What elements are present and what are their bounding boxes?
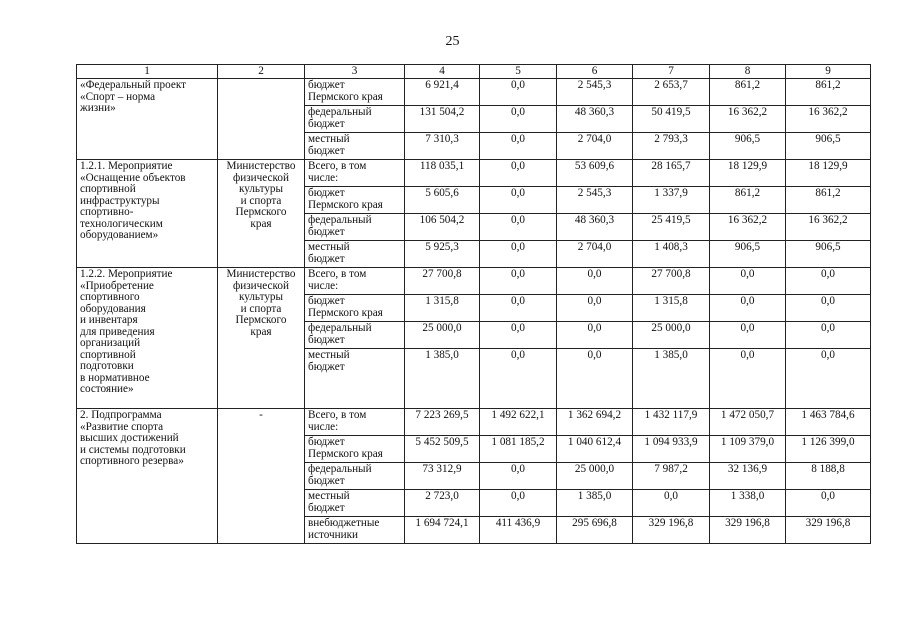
column-header: 1 xyxy=(77,65,218,79)
table-row xyxy=(77,79,871,106)
amount-cell: 1 492 622,1 xyxy=(480,409,557,436)
funding-source: федеральный бюджет xyxy=(305,106,405,133)
amount-cell: 0,0 xyxy=(786,490,871,517)
amount-cell: 0,0 xyxy=(480,295,557,322)
amount-cell: 6 921,4 xyxy=(405,79,480,106)
amount-cell: 0,0 xyxy=(480,214,557,241)
amount-cell: 0,0 xyxy=(786,268,871,295)
responsible-executor: - xyxy=(218,409,305,544)
amount-cell: 0,0 xyxy=(786,349,871,409)
funding-source: местный бюджет xyxy=(305,490,405,517)
amount-cell: 25 000,0 xyxy=(633,322,710,349)
page-number: 25 xyxy=(445,34,460,49)
amount-cell: 5 925,3 xyxy=(405,241,480,268)
amount-cell: 32 136,9 xyxy=(710,463,786,490)
funding-source: местный бюджет xyxy=(305,241,405,268)
amount-cell: 2 723,0 xyxy=(405,490,480,517)
amount-cell: 5 605,6 xyxy=(405,187,480,214)
amount-cell: 861,2 xyxy=(786,79,871,106)
amount-cell: 7 987,2 xyxy=(633,463,710,490)
column-header: 9 xyxy=(786,65,871,79)
amount-cell: 0,0 xyxy=(480,133,557,160)
amount-cell: 1 081 185,2 xyxy=(480,436,557,463)
program-name: 1.2.2. Мероприятие «Приобретение спортивного оборудования и инвентаря для приведения организаций спортивной подготовки в нормативное состояние» xyxy=(77,268,218,409)
funding-source: бюджет Пермского края xyxy=(305,436,405,463)
amount-cell: 7 310,3 xyxy=(405,133,480,160)
amount-cell: 2 653,7 xyxy=(633,79,710,106)
header-row xyxy=(77,65,871,79)
table-row xyxy=(77,409,871,436)
column-header: 7 xyxy=(633,65,710,79)
amount-cell: 25 000,0 xyxy=(405,322,480,349)
amount-cell: 0,0 xyxy=(557,268,633,295)
amount-cell: 295 696,8 xyxy=(557,517,633,544)
amount-cell: 48 360,3 xyxy=(557,106,633,133)
amount-cell: 2 545,3 xyxy=(557,187,633,214)
amount-cell: 27 700,8 xyxy=(405,268,480,295)
amount-cell: 1 126 399,0 xyxy=(786,436,871,463)
amount-cell: 2 704,0 xyxy=(557,133,633,160)
column-header: 8 xyxy=(710,65,786,79)
amount-cell: 411 436,9 xyxy=(480,517,557,544)
amount-cell: 118 035,1 xyxy=(405,160,480,187)
funding-source: Всего, в том числе: xyxy=(305,268,405,295)
amount-cell: 0,0 xyxy=(480,268,557,295)
amount-cell: 16 362,2 xyxy=(786,106,871,133)
amount-cell: 2 545,3 xyxy=(557,79,633,106)
funding-source: бюджет Пермского края xyxy=(305,79,405,106)
amount-cell: 5 452 509,5 xyxy=(405,436,480,463)
amount-cell: 906,5 xyxy=(710,133,786,160)
amount-cell: 329 196,8 xyxy=(633,517,710,544)
amount-cell: 1 362 694,2 xyxy=(557,409,633,436)
program-name: «Федеральный проект «Спорт – норма жизни» xyxy=(77,79,218,160)
amount-cell: 0,0 xyxy=(480,322,557,349)
column-header: 4 xyxy=(405,65,480,79)
amount-cell: 1 408,3 xyxy=(633,241,710,268)
funding-source: местный бюджет xyxy=(305,349,405,409)
funding-source: федеральный бюджет xyxy=(305,214,405,241)
amount-cell: 0,0 xyxy=(557,295,633,322)
amount-cell: 0,0 xyxy=(710,349,786,409)
amount-cell: 906,5 xyxy=(786,241,871,268)
funding-source: бюджет Пермского края xyxy=(305,187,405,214)
responsible-executor: Министерство физической культуры и спорта Пермского края xyxy=(218,268,305,409)
amount-cell: 16 362,2 xyxy=(710,106,786,133)
amount-cell: 0,0 xyxy=(633,490,710,517)
funding-source: местный бюджет xyxy=(305,133,405,160)
column-header: 3 xyxy=(305,65,405,79)
amount-cell: 25 419,5 xyxy=(633,214,710,241)
table-body xyxy=(77,79,871,544)
amount-cell: 0,0 xyxy=(557,349,633,409)
amount-cell: 0,0 xyxy=(480,241,557,268)
amount-cell: 861,2 xyxy=(710,187,786,214)
amount-cell: 0,0 xyxy=(710,322,786,349)
program-name: 1.2.1. Мероприятие «Оснащение объектов спортивной инфраструктуры спортивно- технологическим оборудованием» xyxy=(77,160,218,268)
amount-cell: 0,0 xyxy=(786,322,871,349)
amount-cell: 1 385,0 xyxy=(405,349,480,409)
amount-cell: 329 196,8 xyxy=(710,517,786,544)
amount-cell: 73 312,9 xyxy=(405,463,480,490)
amount-cell: 16 362,2 xyxy=(710,214,786,241)
amount-cell: 1 040 612,4 xyxy=(557,436,633,463)
amount-cell: 1 694 724,1 xyxy=(405,517,480,544)
table-row xyxy=(77,268,871,295)
amount-cell: 906,5 xyxy=(710,241,786,268)
amount-cell: 0,0 xyxy=(480,490,557,517)
amount-cell: 1 385,0 xyxy=(633,349,710,409)
amount-cell: 2 793,3 xyxy=(633,133,710,160)
amount-cell: 861,2 xyxy=(786,187,871,214)
amount-cell: 906,5 xyxy=(786,133,871,160)
amount-cell: 1 315,8 xyxy=(633,295,710,322)
table-row xyxy=(77,160,871,187)
column-header: 2 xyxy=(218,65,305,79)
amount-cell: 1 385,0 xyxy=(557,490,633,517)
amount-cell: 48 360,3 xyxy=(557,214,633,241)
amount-cell: 0,0 xyxy=(480,106,557,133)
funding-source: бюджет Пермского края xyxy=(305,295,405,322)
column-header: 6 xyxy=(557,65,633,79)
amount-cell: 16 362,2 xyxy=(786,214,871,241)
amount-cell: 0,0 xyxy=(557,322,633,349)
amount-cell: 2 704,0 xyxy=(557,241,633,268)
amount-cell: 0,0 xyxy=(786,295,871,322)
amount-cell: 131 504,2 xyxy=(405,106,480,133)
funding-source: Всего, в том числе: xyxy=(305,160,405,187)
amount-cell: 18 129,9 xyxy=(710,160,786,187)
amount-cell: 1 094 933,9 xyxy=(633,436,710,463)
amount-cell: 8 188,8 xyxy=(786,463,871,490)
amount-cell: 7 223 269,5 xyxy=(405,409,480,436)
amount-cell: 28 165,7 xyxy=(633,160,710,187)
funding-source: Всего, в том числе: xyxy=(305,409,405,436)
column-header: 5 xyxy=(480,65,557,79)
amount-cell: 27 700,8 xyxy=(633,268,710,295)
amount-cell: 0,0 xyxy=(480,349,557,409)
amount-cell: 1 109 379,0 xyxy=(710,436,786,463)
amount-cell: 0,0 xyxy=(710,295,786,322)
amount-cell: 0,0 xyxy=(480,463,557,490)
amount-cell: 0,0 xyxy=(480,160,557,187)
funding-source: федеральный бюджет xyxy=(305,463,405,490)
amount-cell: 0,0 xyxy=(480,187,557,214)
amount-cell: 1 463 784,6 xyxy=(786,409,871,436)
amount-cell: 861,2 xyxy=(710,79,786,106)
budget-table xyxy=(76,64,871,544)
program-name: 2. Подпрограмма «Развитие спорта высших достижений и системы подготовки спортивного резерва» xyxy=(77,409,218,544)
amount-cell: 53 609,6 xyxy=(557,160,633,187)
amount-cell: 25 000,0 xyxy=(557,463,633,490)
amount-cell: 329 196,8 xyxy=(786,517,871,544)
amount-cell: 50 419,5 xyxy=(633,106,710,133)
amount-cell: 1 315,8 xyxy=(405,295,480,322)
amount-cell: 1 432 117,9 xyxy=(633,409,710,436)
funding-source: внебюджетные источники xyxy=(305,517,405,544)
amount-cell: 106 504,2 xyxy=(405,214,480,241)
amount-cell: 18 129,9 xyxy=(786,160,871,187)
amount-cell: 1 338,0 xyxy=(710,490,786,517)
amount-cell: 1 337,9 xyxy=(633,187,710,214)
responsible-executor xyxy=(218,79,305,160)
responsible-executor: Министерство физической культуры и спорта Пермского края xyxy=(218,160,305,268)
amount-cell: 1 472 050,7 xyxy=(710,409,786,436)
amount-cell: 0,0 xyxy=(480,79,557,106)
amount-cell: 0,0 xyxy=(710,268,786,295)
funding-source: федеральный бюджет xyxy=(305,322,405,349)
